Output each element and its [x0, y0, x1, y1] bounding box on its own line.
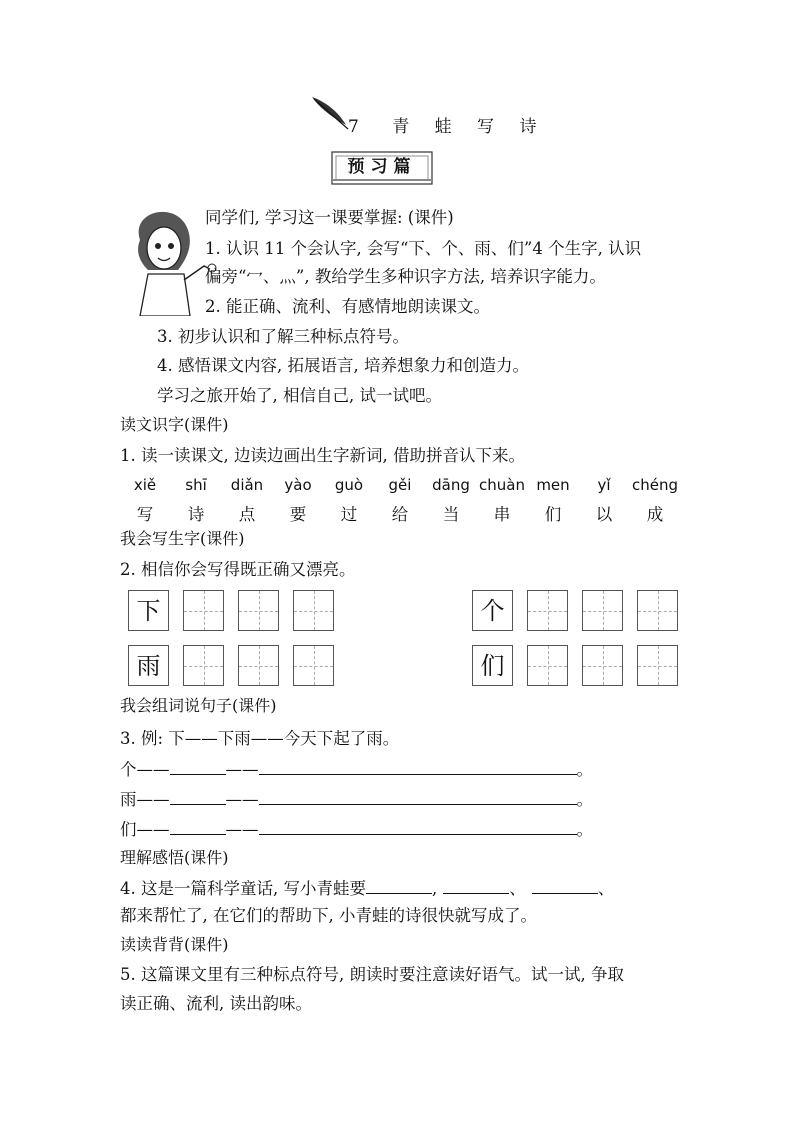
banner-title: 预习篇 [347, 157, 417, 177]
practice-cell[interactable] [527, 645, 568, 686]
word-blank[interactable] [170, 758, 226, 775]
section-3-title: 我会组词说句子(课件) [120, 696, 277, 715]
example-sentence: 3. 例: 下——下雨——今天下起了雨。 [120, 729, 400, 748]
model-char: 们 [480, 652, 505, 680]
intro-closing: 学习之旅开始了, 相信自己, 试一试吧。 [157, 386, 442, 405]
practice-cell[interactable] [293, 645, 334, 686]
practice-cell[interactable] [582, 645, 623, 686]
writing-grid-men [472, 645, 692, 686]
hanzi-item: 过 [340, 505, 358, 524]
writing-grid-yu [128, 645, 348, 686]
model-char: 下 [136, 597, 161, 625]
practice-cell[interactable] [637, 645, 678, 686]
pinyin-item: guò [334, 476, 364, 494]
lesson-number: 7 [348, 117, 369, 137]
sentence-blank[interactable] [259, 788, 577, 805]
section-2-title: 我会写生字(课件) [120, 529, 245, 548]
period: 。 [576, 820, 593, 839]
model-char: 雨 [136, 652, 161, 680]
practice-cell[interactable] [238, 645, 279, 686]
answer-blank[interactable] [443, 877, 509, 894]
period: 。 [576, 760, 593, 779]
hanzi-row [120, 501, 680, 525]
dash: —— [225, 820, 259, 839]
pinyin-item: men [536, 476, 570, 494]
goal-3: 3. 初步认识和了解三种标点符号。 [157, 327, 409, 346]
model-char-cell [472, 590, 513, 631]
hanzi-item: 诗 [187, 505, 205, 524]
hanzi-item: 们 [544, 505, 562, 524]
question-4-line-b: 都来帮忙了, 在它们的帮助下, 小青蛙的诗很快就写成了。 [120, 906, 537, 925]
practice-cell[interactable] [527, 590, 568, 631]
dash: —— [136, 820, 170, 839]
section-1-title: 读文识字(课件) [120, 415, 229, 434]
question-1: 1. 读一读课文, 边读边画出生字新词, 借助拼音认下来。 [120, 446, 525, 465]
word-row [120, 818, 593, 841]
model-char: 个 [480, 597, 505, 625]
pinyin-item: shī [185, 476, 207, 494]
question-4-line-a [120, 877, 614, 900]
goal-2: 2. 能正确、流利、有感情地朗读课文。 [205, 297, 490, 316]
word-row-char: 个 [120, 760, 137, 779]
pinyin-row [120, 476, 680, 494]
answer-blank[interactable] [532, 877, 598, 894]
model-char-cell [128, 590, 169, 631]
practice-cell[interactable] [183, 645, 224, 686]
model-char-cell [472, 645, 513, 686]
hanzi-item: 写 [136, 505, 154, 524]
goal-1-line-a: 1. 认识 11 个会认字, 会写“下、个、雨、们”4 个生字, 认识 [205, 239, 642, 258]
sentence-blank[interactable] [259, 818, 577, 835]
dash: —— [136, 790, 170, 809]
goal-1-line-b: 偏旁“冖、灬”, 教给学生多种识字方法, 培养识字能力。 [205, 267, 606, 286]
hanzi-item: 成 [646, 505, 664, 524]
teacher-illustration [118, 200, 218, 316]
lesson-name: 青 蛙 写 诗 [392, 117, 547, 137]
period: 。 [576, 790, 593, 809]
practice-cell[interactable] [293, 590, 334, 631]
dunhao: 、 [509, 879, 526, 898]
hanzi-item: 当 [442, 505, 460, 524]
section-5-title: 读读背背(课件) [120, 935, 229, 954]
model-char-cell [128, 645, 169, 686]
pinyin-item: yǐ [597, 476, 611, 494]
goal-4: 4. 感悟课文内容, 拓展语言, 培养想象力和创造力。 [157, 356, 529, 375]
word-row [120, 788, 593, 811]
practice-cell[interactable] [637, 590, 678, 631]
dash: —— [136, 760, 170, 779]
hanzi-item: 串 [493, 505, 511, 524]
pinyin-item: chéng [631, 476, 678, 494]
pinyin-item: diǎn [230, 476, 264, 494]
hanzi-item: 以 [595, 505, 613, 524]
word-row [120, 758, 593, 781]
question-4-text: 4. 这是一篇科学童话, 写小青蛙要 [120, 879, 366, 898]
pinyin-item: chuàn [479, 476, 525, 494]
section-4-title: 理解感悟(课件) [120, 848, 229, 867]
word-blank[interactable] [170, 788, 226, 805]
word-row-char: 雨 [120, 790, 137, 809]
question-2: 2. 相信你会写得既正确又漂亮。 [120, 560, 356, 579]
sentence-blank[interactable] [259, 758, 577, 775]
word-row-char: 们 [120, 820, 137, 839]
dash: —— [225, 790, 259, 809]
intro-greeting: 同学们, 学习这一课要掌握: (课件) [205, 208, 454, 227]
dash: —— [225, 760, 259, 779]
hanzi-item: 要 [289, 505, 307, 524]
feather-pen-icon [310, 95, 350, 131]
pinyin-item: xiě [133, 476, 157, 494]
pinyin-item: yào [284, 476, 312, 494]
practice-cell[interactable] [238, 590, 279, 631]
practice-cell[interactable] [582, 590, 623, 631]
practice-cell[interactable] [183, 590, 224, 631]
comma: , [431, 879, 438, 898]
pinyin-item: gěi [388, 476, 412, 494]
writing-grid-ge [472, 590, 692, 631]
lesson-title [348, 112, 546, 137]
dunhao: 、 [597, 879, 615, 898]
word-blank[interactable] [170, 818, 226, 835]
question-5-line-a: 5. 这篇课文里有三种标点符号, 朗读时要注意读好语气。试一试, 争取 [120, 965, 624, 984]
hanzi-item: 点 [238, 505, 256, 524]
answer-blank[interactable] [366, 877, 432, 894]
question-5-line-b: 读正确、流利, 读出韵味。 [120, 994, 312, 1013]
hanzi-item: 给 [391, 505, 409, 524]
pinyin-item: dāng [432, 476, 470, 494]
writing-grid-xia [128, 590, 348, 631]
